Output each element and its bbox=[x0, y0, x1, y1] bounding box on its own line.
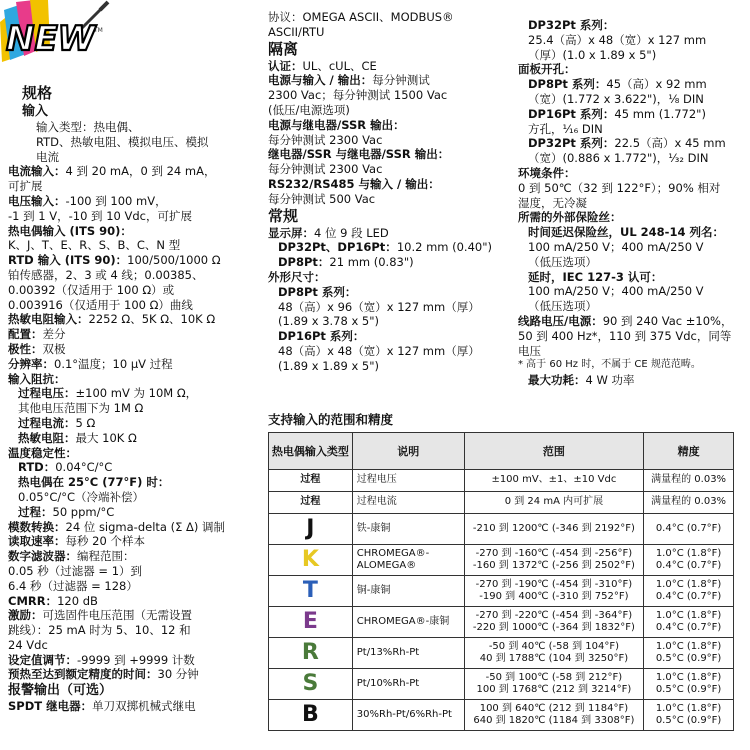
spec-line: DP16Pt 系列：45 mm (1.772") bbox=[528, 106, 706, 121]
spec-line: 热敏电阻：最大 10K Ω bbox=[18, 430, 137, 445]
spec-line: 过程：50 ppm/°C bbox=[18, 504, 115, 519]
spec-line: 环境条件： bbox=[518, 165, 576, 180]
spec-line: 认证：UL、cUL、CE bbox=[268, 58, 377, 73]
spec-line: 过程电流：5 Ω bbox=[18, 415, 96, 430]
table-row bbox=[269, 545, 734, 576]
cell-type: J bbox=[269, 514, 353, 545]
spec-line: 100 mA/250 V；400 mA/250 V bbox=[528, 284, 704, 299]
spec-line: RTD 输入 (ITS 90)：100/500/1000 Ω bbox=[8, 253, 221, 268]
spec-line: 数字滤波器：编程范围： bbox=[8, 549, 135, 564]
table-row bbox=[269, 492, 734, 514]
spec-line: 最大功耗：4 W 功率 bbox=[528, 373, 635, 388]
spec-line: 热电偶在 25°C (77°F) 时： bbox=[18, 475, 170, 490]
spec-line: 24 Vdc bbox=[8, 637, 48, 652]
header-range: 范围 bbox=[464, 433, 644, 470]
cell-type: 过程 bbox=[269, 470, 353, 492]
spec-line: DP16Pt 系列： bbox=[278, 329, 365, 344]
spec-line: 报警输出（可选） bbox=[8, 683, 113, 699]
spec-line: DP32Pt 系列：22.5（高）x 45 mm bbox=[528, 136, 726, 151]
new-logo bbox=[0, 0, 112, 66]
spec-line: 预热至达到额定精度的时间：30 分钟 bbox=[8, 667, 199, 682]
spec-line: 电压输入：-100 到 100 mV， bbox=[8, 193, 167, 208]
spec-line: 过程电压：±100 mV 为 10M Ω， bbox=[18, 386, 198, 401]
spec-line: K、J、T、E、R、S、B、C、N 型 bbox=[8, 238, 181, 253]
spec-line: 常规 bbox=[268, 206, 299, 225]
cell-range: -270 到 -220℃ (-454 到 -364°F) -220 到 1000℃ (-364 到 1832°F) bbox=[464, 607, 644, 638]
spec-line: 0.00392（仅适用于 100 Ω）或 bbox=[8, 282, 175, 297]
spec-line: 设定值调节：-9999 到 +9999 计数 bbox=[8, 652, 195, 667]
spec-line: 方孔，¹⁄₁₆ DIN bbox=[528, 121, 603, 136]
spec-line: 可扩展 bbox=[8, 179, 43, 194]
table-row bbox=[269, 607, 734, 638]
cell-range: 0 到 24 mA 内可扩展 bbox=[464, 492, 644, 514]
spec-line: 2300 Vac；每分钟测试 1500 Vac bbox=[268, 88, 448, 103]
spec-line: DP8Pt 系列： bbox=[278, 284, 357, 299]
logo-tm: TM bbox=[94, 27, 103, 34]
cell-desc: CHROMEGA®- ALOMEGA® bbox=[352, 545, 464, 576]
cell-range: ±100 mV、±1、±10 Vdc bbox=[464, 470, 644, 492]
spec-line: 每分钟测试 2300 Vac bbox=[268, 132, 383, 147]
cell-acc: 0.4°C (0.7°F) bbox=[644, 514, 734, 545]
spec-line: 6.4 秒（过滤器 = 128） bbox=[8, 578, 138, 593]
cell-range: -270 到 -160℃ (-454 到 -256°F) -160 到 1372℃ (-256 到 2502°F) bbox=[464, 545, 644, 576]
spec-line: DP32Pt、DP16Pt：10.2 mm (0.40") bbox=[278, 240, 493, 255]
spec-line: 电源与继电器/SSR 输出： bbox=[268, 117, 405, 132]
spec-line: 面板开孔： bbox=[518, 62, 576, 77]
cell-desc: CHROMEGA®-康铜 bbox=[352, 607, 464, 638]
table-row bbox=[269, 470, 734, 492]
spec-line: 配置：差分 bbox=[8, 327, 66, 342]
spec-line: 隔离 bbox=[268, 39, 299, 58]
spec-line: 其他电压范围下为 1M Ω bbox=[18, 401, 144, 416]
spec-line: 输入 bbox=[22, 104, 49, 119]
spec-line: 温度稳定性： bbox=[8, 445, 77, 460]
cell-type: T bbox=[269, 576, 353, 607]
spec-line: 所需的外部保险丝： bbox=[518, 210, 622, 225]
spec-line: DP32Pt 系列： bbox=[528, 18, 615, 32]
range-table-title: 支持输入的范围和精度 bbox=[268, 412, 394, 427]
spec-line: 0.05°C/°C（冷端补偿） bbox=[18, 489, 145, 504]
spec-line: 显示屏：4 位 9 段 LED bbox=[268, 225, 389, 240]
spec-line: (1.89 x 3.78 x 5") bbox=[278, 314, 380, 329]
table-row bbox=[269, 700, 734, 731]
spec-line: RTD：0.04°C/°C bbox=[18, 460, 113, 475]
spec-line: 输入阻抗： bbox=[8, 371, 66, 386]
table-row bbox=[269, 514, 734, 545]
cell-acc: 满量程的 0.03% bbox=[644, 492, 734, 514]
header-accuracy: 精度 bbox=[644, 433, 734, 470]
spec-line: 0.003916（仅适用于 100 Ω）曲线 bbox=[8, 297, 193, 312]
spec-line: 跳线）：25 mA 时为 5、10、12 和 bbox=[8, 623, 191, 638]
spec-line: (低压/电源选项) bbox=[268, 102, 350, 117]
spec-line: 激励：可选固件电压范围（无需设置 bbox=[8, 608, 192, 623]
spec-line: 极性：双极 bbox=[8, 341, 66, 356]
spec-line: 每分钟测试 2300 Vac bbox=[268, 162, 383, 177]
spec-line: （宽）(0.886 x 1.772")，¹⁄₃₂ DIN bbox=[528, 151, 709, 166]
spec-line: 48（高）x 48（宽）x 127 mm（厚） bbox=[278, 343, 480, 358]
spec-line: 热电偶输入 (ITS 90)： bbox=[8, 223, 132, 238]
spec-line: 25.4（高）x 48（宽）x 127 mm bbox=[528, 32, 707, 47]
spec-line: 协议：OMEGA ASCII、MODBUS® bbox=[268, 10, 454, 24]
table-header-row bbox=[269, 433, 734, 470]
spec-line: 读取速率：每秒 20 个样本 bbox=[8, 534, 145, 549]
cell-desc: Pt/10%Rh-Pt bbox=[352, 669, 464, 700]
spec-column-1 bbox=[8, 84, 258, 714]
cell-range: -270 到 -190℃ (-454 到 -310°F) -190 到 400℃ (-310 到 752°F) bbox=[464, 576, 644, 607]
cell-acc: 满量程的 0.03% bbox=[644, 470, 734, 492]
spec-line: 规格 bbox=[22, 84, 53, 102]
cell-type: E bbox=[269, 607, 353, 638]
cell-acc: 1.0°C (1.8°F) 0.4°C (0.7°F) bbox=[644, 607, 734, 638]
spec-column-3 bbox=[518, 18, 746, 388]
spec-line: 模数转换：24 位 sigma-delta (Σ Δ) 调制 bbox=[8, 519, 226, 534]
spec-line: 电压 bbox=[518, 343, 541, 358]
spec-line: 输入类型：热电偶、 bbox=[36, 120, 140, 134]
cell-type: K bbox=[269, 545, 353, 576]
range-accuracy-table bbox=[268, 432, 734, 731]
table-row bbox=[269, 576, 734, 607]
cell-type: B bbox=[269, 700, 353, 731]
cell-acc: 1.0°C (1.8°F) 0.4°C (0.7°F) bbox=[644, 545, 734, 576]
cell-type: S bbox=[269, 669, 353, 700]
spec-line: -1 到 1 V，-10 到 10 Vdc，可扩展 bbox=[8, 208, 192, 223]
cell-range: -210 到 1200℃ (-346 到 2192°F) bbox=[464, 514, 644, 545]
spec-line: 100 mA/250 V；400 mA/250 V bbox=[528, 239, 704, 254]
spec-line: （宽）(1.772 x 3.622")，⅛ DIN bbox=[528, 91, 704, 106]
cell-acc: 1.0°C (1.8°F) 0.5°C (0.9°F) bbox=[644, 669, 734, 700]
cell-acc: 1.0°C (1.8°F) 0.4°C (0.7°F) bbox=[644, 576, 734, 607]
cell-type: 过程 bbox=[269, 492, 353, 514]
spec-line: 48（高）x 96（宽）x 127 mm（厚） bbox=[278, 299, 480, 314]
spec-line: 50 到 400 Hz*，110 到 375 Vdc，同等 bbox=[518, 328, 732, 343]
cell-desc: 铁-康铜 bbox=[352, 514, 464, 545]
spec-line: （厚）(1.0 x 1.89 x 5") bbox=[528, 47, 657, 62]
cell-desc: 铜-康铜 bbox=[352, 576, 464, 607]
spec-line: RTD、热敏电阻、模拟电压、模拟 bbox=[36, 134, 209, 149]
spec-line: 分辨率：0.1°温度；10 μV 过程 bbox=[8, 356, 173, 371]
table-row bbox=[269, 669, 734, 700]
header-description: 说明 bbox=[352, 433, 464, 470]
spec-line: * 高于 60 Hz 时，不属于 CE 规范范畴。 bbox=[518, 359, 701, 371]
spec-line: DP8Pt 系列：45（高）x 92 mm bbox=[528, 77, 707, 92]
spec-line: 线路电压/电源：90 到 240 Vac ±10%， bbox=[518, 313, 733, 328]
spec-line: 热敏电阻输入：2252 Ω、5K Ω、10K Ω bbox=[8, 312, 216, 327]
spec-line: DP8Pt：21 mm (0.83") bbox=[278, 255, 414, 270]
spec-line: 延时，IEC 127-3 认可： bbox=[528, 269, 663, 284]
spec-line: RS232/RS485 与输入 / 输出： bbox=[268, 176, 440, 191]
spec-line: 电流 bbox=[36, 149, 59, 164]
cell-type: R bbox=[269, 638, 353, 669]
spec-line: 电源与输入 / 输出：每分钟测试 bbox=[268, 73, 430, 88]
header-input-type: 热电偶输入类型 bbox=[269, 433, 353, 470]
table-row bbox=[269, 638, 734, 669]
cell-desc: 过程电压 bbox=[352, 470, 464, 492]
spec-line: (1.89 x 1.89 x 5") bbox=[278, 358, 380, 373]
spec-line: 电流输入：4 到 20 mA，0 到 24 mA， bbox=[8, 164, 216, 179]
spec-line: 0.05 秒（过滤器 = 1）到 bbox=[8, 563, 143, 578]
cell-desc: 30%Rh-Pt/6%Rh-Pt bbox=[352, 700, 464, 731]
cell-range: 100 到 640℃ (212 到 1184°F) 640 到 1820℃ (1184 到 3308°F) bbox=[464, 700, 644, 731]
spec-line: SPDT 继电器：单刀双掷机械式继电 bbox=[8, 699, 196, 714]
spec-line: ASCII/RTU bbox=[268, 24, 325, 39]
cell-desc: Pt/13%Rh-Pt bbox=[352, 638, 464, 669]
cell-acc: 1.0°C (1.8°F) 0.5°C (0.9°F) bbox=[644, 638, 734, 669]
spec-line: CMRR：120 dB bbox=[8, 593, 98, 608]
spec-line: 时间延迟保险丝，UL 248-14 列名： bbox=[528, 225, 724, 240]
cell-acc: 1.0°C (1.8°F) 0.5°C (0.9°F) bbox=[644, 700, 734, 731]
cell-range: -50 到 40℃ (-58 到 104°F) 40 到 1788℃ (104 到 3250°F) bbox=[464, 638, 644, 669]
spec-line: （低压选项） bbox=[528, 254, 597, 269]
cell-desc: 过程电流 bbox=[352, 492, 464, 514]
logo-text: NEW bbox=[6, 19, 96, 59]
spec-column-2 bbox=[268, 10, 518, 374]
spec-line: 铂传感器，2、3 或 4 线；0.00385、 bbox=[8, 267, 204, 282]
cell-range: -50 到 100℃ (-58 到 212°F) 100 到 1768℃ (212 到 3214°F) bbox=[464, 669, 644, 700]
spec-line: 继电器/SSR 与继电器/SSR 输出： bbox=[268, 147, 450, 162]
spec-line: 0 到 50℃（32 到 122°F）；90% 相对 bbox=[518, 180, 721, 195]
spec-line: 外形尺寸： bbox=[268, 269, 326, 284]
spec-line: 每分钟测试 500 Vac bbox=[268, 191, 376, 206]
spec-line: （低压选项） bbox=[528, 299, 597, 314]
spec-line: 湿度，无冷凝 bbox=[518, 195, 587, 210]
